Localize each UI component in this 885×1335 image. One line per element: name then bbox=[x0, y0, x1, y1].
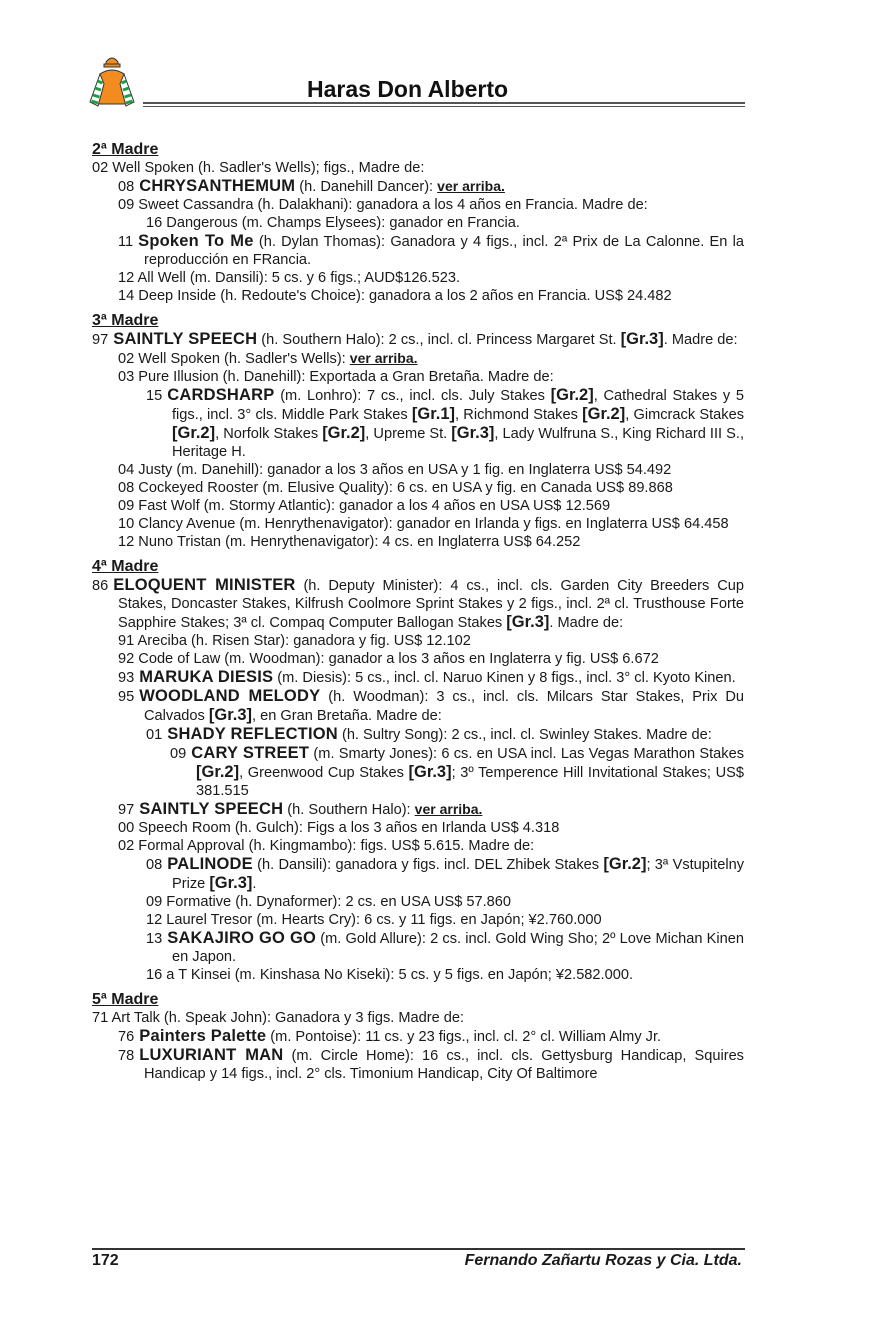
section-heading: 4ª Madre bbox=[92, 558, 159, 575]
produce-entry: 08 PALINODE (h. Dansili): ganadora y figs. incl. DEL Zhibek Stakes [Gr.2]; 3ª Vstupitelny Prize [Gr.3]. bbox=[146, 855, 744, 892]
produce-entry: 02 Well Spoken (h. Sadler's Wells): ver arriba. bbox=[118, 350, 418, 367]
publisher-name: Fernando Zañartu Rozas y Cia. Ltda. bbox=[464, 1252, 742, 1269]
footer-rule bbox=[92, 1248, 745, 1250]
produce-entry: 11 Spoken To Me (h. Dylan Thomas): Ganadora y 4 figs., incl. 2ª Prix de La Calonne. En la reproducción en FRancia. bbox=[118, 232, 744, 268]
grade-label: [Gr.3] bbox=[451, 424, 495, 442]
produce-entry: 76 Painters Palette (m. Pontoise): 11 cs. y 23 figs., incl. cl. 2° cl. William Almy Jr. bbox=[118, 1027, 662, 1045]
horse-name: SHADY REFLECTION bbox=[167, 725, 338, 743]
horse-name: CARDSHARP bbox=[167, 386, 275, 404]
horse-name: CARY STREET bbox=[191, 744, 310, 762]
horse-name: MARUKA DIESIS bbox=[139, 668, 274, 686]
section-heading: 3ª Madre bbox=[92, 312, 159, 329]
grade-label: [Gr.3] bbox=[209, 874, 253, 892]
ver-arriba-ref: ver arriba. bbox=[349, 350, 418, 366]
header-rule bbox=[143, 102, 745, 104]
produce-entry: 71 Art Talk (h. Speak John): Ganadora y 3 figs. Madre de: bbox=[92, 1010, 465, 1026]
horse-name: ELOQUENT MINISTER bbox=[113, 576, 296, 594]
grade-label: [Gr.3] bbox=[506, 613, 550, 631]
horse-name: LUXURIANT MAN bbox=[139, 1046, 284, 1064]
ver-arriba-ref: ver arriba. bbox=[414, 801, 483, 817]
produce-entry: 01 SHADY REFLECTION (h. Sultry Song): 2 cs., incl. cl. Swinley Stakes. Madre de: bbox=[146, 725, 712, 743]
horse-name: SAKAJIRO GO GO bbox=[167, 929, 317, 947]
produce-entry: 95 WOODLAND MELODY (h. Woodman): 3 cs., incl. cls. Milcars Star Stakes, Prix Du Calvados [Gr.3], en Gran Bretaña. Madre de: bbox=[118, 687, 744, 724]
produce-entry: 91 Areciba (h. Risen Star): ganadora y fig. US$ 12.102 bbox=[118, 633, 471, 649]
produce-entry: 08 CHRYSANTHEMUM (h. Danehill Dancer): ver arriba. bbox=[118, 177, 505, 195]
produce-entry: 02 Formal Approval (h. Kingmambo): figs. US$ 5.615. Madre de: bbox=[118, 838, 535, 854]
produce-entry: 08 Cockeyed Rooster (m. Elusive Quality): 6 cs. en USA y fig. en Canada US$ 89.868 bbox=[118, 480, 673, 496]
horse-name: SAINTLY SPEECH bbox=[139, 800, 284, 818]
produce-entry: 97 SAINTLY SPEECH (h. Southern Halo): 2 cs., incl. cl. Princess Margaret St. [Gr.3]. Madre de: bbox=[92, 330, 738, 348]
grade-label: [Gr.2] bbox=[322, 424, 366, 442]
grade-label: [Gr.3] bbox=[208, 706, 253, 724]
ver-arriba-ref: ver arriba. bbox=[437, 178, 505, 194]
produce-entry: 15 CARDSHARP (m. Lonhro): 7 cs., incl. cls. July Stakes [Gr.2], Cathedral Stakes y 5 figs., incl. 3° cls. Middle Park Stakes [Gr.1], Richmond Stakes [Gr.2], Gimcrack Stakes [Gr.2], Norfolk Stakes [Gr.2], Upreme St. [Gr.3], Lady Wulfruna S., King Richard III S., Heritage H. bbox=[146, 386, 744, 460]
produce-entry: 03 Pure Illusion (h. Danehill): Exportada a Gran Bretaña. Madre de: bbox=[118, 369, 554, 385]
produce-entry: 16 a T Kinsei (m. Kinshasa No Kiseki): 5 cs. y 5 figs. en Japón; ¥2.582.000. bbox=[146, 967, 633, 983]
grade-label: [Gr.3] bbox=[620, 330, 664, 348]
grade-label: [Gr.2] bbox=[603, 855, 647, 873]
page-number: 172 bbox=[92, 1252, 119, 1269]
horse-name: WOODLAND MELODY bbox=[139, 687, 321, 705]
header-rule-thin bbox=[143, 106, 745, 107]
page-title: Haras Don Alberto bbox=[307, 76, 509, 102]
produce-entry: 14 Deep Inside (h. Redoute's Choice): ganadora a los 2 años en Francia. US$ 24.482 bbox=[118, 288, 672, 304]
horse-name: Spoken To Me bbox=[138, 232, 254, 250]
produce-entry: 09 Formative (h. Dynaformer): 2 cs. en USA US$ 57.860 bbox=[146, 894, 512, 910]
produce-entry: 92 Code of Law (m. Woodman): ganador a los 3 años en Inglaterra y fig. US$ 6.672 bbox=[118, 651, 659, 667]
horse-name: PALINODE bbox=[167, 855, 253, 873]
produce-entry: 13 SAKAJIRO GO GO (m. Gold Allure): 2 cs. incl. Gold Wing Sho; 2º Love Michan Kinen en Japon. bbox=[146, 929, 744, 965]
grade-label: [Gr.1] bbox=[411, 405, 456, 423]
produce-entry: 86 ELOQUENT MINISTER (h. Deputy Minister): 4 cs., incl. cls. Garden City Breeders Cup Stakes, Doncaster Stakes, Kilfrush Coolmore Sprint Stakes y 2 figs., incl. 2ª cl. Trusthouse Forte Sapphire Stakes; 3ª cl. Compaq Computer Ballogan Stakes [Gr.3]. Madre de: bbox=[92, 576, 744, 631]
produce-entry: 12 All Well (m. Dansili): 5 cs. y 6 figs.; AUD$126.523. bbox=[118, 270, 461, 286]
produce-entry: 10 Clancy Avenue (m. Henrythenavigator): ganador en Irlanda y figs. en Inglaterra US$ 64.458 bbox=[118, 516, 729, 532]
grade-label: [Gr.3] bbox=[408, 763, 452, 781]
produce-entry: 97 SAINTLY SPEECH (h. Southern Halo): ver arriba. bbox=[118, 800, 483, 818]
produce-entry: 00 Speech Room (h. Gulch): Figs a los 3 años en Irlanda US$ 4.318 bbox=[118, 820, 560, 836]
section-heading: 2ª Madre bbox=[92, 141, 159, 158]
produce-entry: 16 Dangerous (m. Champs Elysees): ganador en Francia. bbox=[146, 215, 520, 231]
grade-label: [Gr.2] bbox=[196, 763, 240, 781]
grade-label: [Gr.2] bbox=[582, 405, 626, 423]
produce-entry: 02 Well Spoken (h. Sadler's Wells); figs., Madre de: bbox=[92, 160, 425, 176]
grade-label: [Gr.2] bbox=[550, 386, 594, 404]
pedigree-body bbox=[92, 141, 744, 1083]
produce-entry: 09 CARY STREET (m. Smarty Jones): 6 cs. en USA incl. Las Vegas Marathon Stakes [Gr.2], Greenwood Cup Stakes [Gr.3]; 3º Temperence Hill Invitational Stakes; US$ 381.515 bbox=[170, 744, 745, 799]
produce-entry: 09 Fast Wolf (m. Stormy Atlantic): ganador a los 4 años en USA US$ 12.569 bbox=[118, 498, 611, 514]
produce-entry: 93 MARUKA DIESIS (m. Diesis): 5 cs., incl. cl. Naruo Kinen y 8 figs., incl. 3° cl. Kyoto Kinen. bbox=[118, 668, 736, 686]
jockey-silks-icon bbox=[86, 54, 138, 114]
produce-entry: 12 Laurel Tresor (m. Hearts Cry): 6 cs. y 11 figs. en Japón; ¥2.760.000 bbox=[146, 912, 602, 928]
produce-entry: 04 Justy (m. Danehill): ganador a los 3 años en USA y 1 fig. en Inglaterra US$ 54.492 bbox=[118, 462, 672, 478]
produce-entry: 78 LUXURIANT MAN (m. Circle Home): 16 cs., incl. cls. Gettysburg Handicap, Squires Handicap y 14 figs., incl. 2° cls. Timonium Handicap, City Of Baltimore bbox=[118, 1046, 744, 1082]
grade-label: [Gr.2] bbox=[172, 424, 216, 442]
horse-name: CHRYSANTHEMUM bbox=[139, 177, 296, 195]
horse-name: SAINTLY SPEECH bbox=[113, 330, 258, 348]
section-heading: 5ª Madre bbox=[92, 991, 159, 1008]
produce-entry: 12 Nuno Tristan (m. Henrythenavigator): 4 cs. en Inglaterra US$ 64.252 bbox=[118, 534, 581, 550]
horse-name: Painters Palette bbox=[139, 1027, 267, 1045]
produce-entry: 09 Sweet Cassandra (h. Dalakhani): ganadora a los 4 años en Francia. Madre de: bbox=[118, 197, 648, 213]
